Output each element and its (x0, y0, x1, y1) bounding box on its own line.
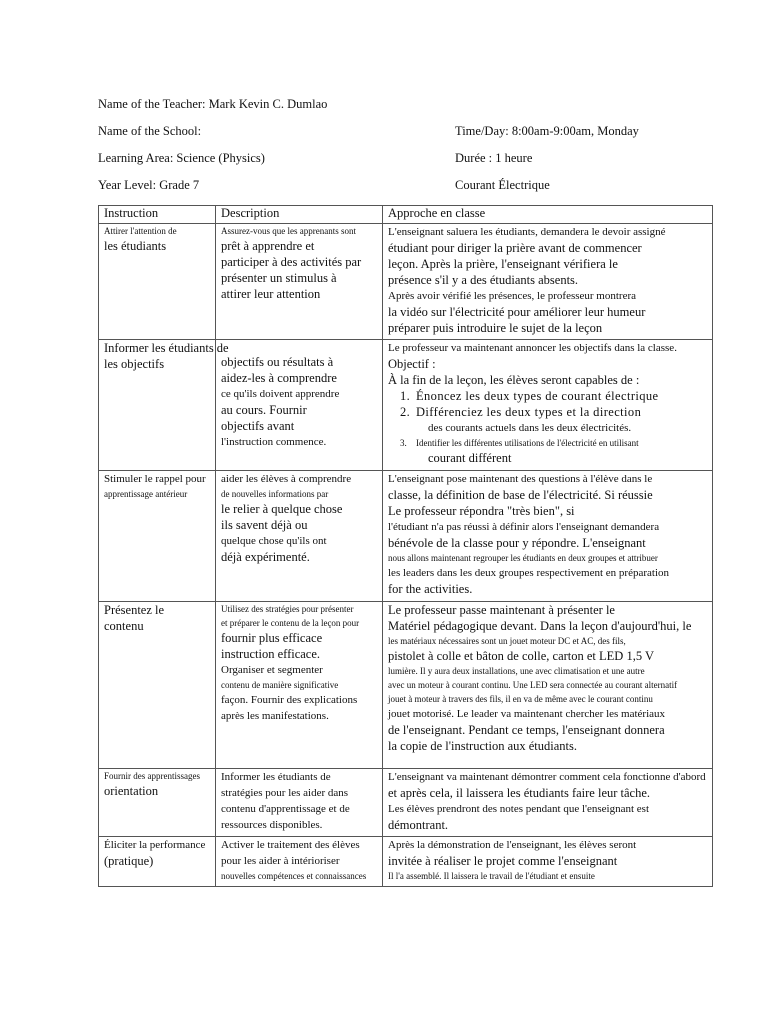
approche-line: la copie de l'instruction aux étudiants. (388, 739, 578, 753)
description-line: aidez-les à comprendre (221, 371, 337, 385)
description-line: après les manifestations. (221, 710, 329, 722)
description-line: stratégies pour les aider dans (221, 787, 349, 799)
description-line: ils savent déjà ou (221, 518, 308, 532)
objective-text: Énoncez les deux types de courant électrique (416, 389, 659, 403)
approche-line: jouet motorisé. Le leader va maintenant chercher les matériaux (388, 708, 666, 720)
objective-text: Différenciez les deux types et la direction (416, 405, 642, 419)
approche-line: Objectif : (388, 357, 436, 371)
description-line: au cours. Fournir (221, 403, 307, 417)
approche-line: présence s'il y a des étudiants absents. (388, 273, 579, 287)
approche-line: et après cela, il laissera les étudiants faire leur tâche. (388, 786, 651, 800)
approche-cell (383, 769, 713, 837)
approche-line: démontrant. (388, 818, 449, 832)
description-line: pour les aider à intérioriser (221, 855, 340, 867)
approche-line: Le professeur passe maintenant à présenter le (388, 603, 615, 617)
approche-line: invitée à réaliser le projet comme l'enseignant (388, 854, 618, 868)
approche-cell (383, 224, 713, 340)
table-row (99, 769, 713, 837)
description-line: Informer les étudiants de (221, 771, 331, 783)
table-row (99, 471, 713, 602)
description-cell (216, 602, 383, 769)
approche-line: courant différent (428, 451, 512, 465)
instruction-line: contenu (104, 619, 144, 633)
lesson-topic: Courant Électrique (455, 178, 550, 192)
description-line: contenu de manière significative (221, 680, 339, 690)
approche-line: la vidéo sur l'électricité pour améliorer leur humeur (388, 305, 646, 319)
instruction-line: Stimuler le rappel pour (104, 473, 206, 485)
instruction-line: Présentez le (104, 603, 165, 617)
description-cell (216, 837, 383, 887)
approche-line: bénévole de la classe pour y répondre. L'enseignant (388, 536, 646, 550)
approche-cell (383, 471, 713, 602)
table-row (99, 602, 713, 769)
objective-item: 1. Énoncez les deux types de courant électrique (400, 389, 659, 403)
description-line: quelque chose qu'ils ont (221, 535, 327, 547)
description-line: participer à des activités par (221, 255, 362, 269)
approche-line: for the activities. (388, 582, 473, 596)
approche-line: Le professeur va maintenant annoncer les objectifs dans la classe. (388, 342, 677, 354)
approche-line: les leaders dans les deux groupes respectivement en préparation (388, 567, 670, 579)
description-line: le relier à quelque chose (221, 502, 343, 516)
instruction-line: Attirer l'attention de (104, 226, 177, 236)
header-description: Description (216, 206, 383, 224)
approche-line: des courants actuels dans les deux électricités. (428, 422, 632, 434)
description-line: et préparer le contenu de la leçon pour (221, 618, 360, 628)
objective-item: 2. Différenciez les deux types et la direction (400, 405, 642, 419)
description-line: attirer leur attention (221, 287, 321, 301)
instruction-line: les étudiants (104, 239, 167, 253)
instruction-cell (99, 224, 216, 340)
table-row (99, 340, 713, 471)
school-name: Name of the School: (98, 124, 202, 138)
instruction-line: Fournir des apprentissages (104, 771, 200, 781)
approche-line: classe, la définition de base de l'électricité. Si réussie (388, 488, 653, 502)
description-cell (216, 471, 383, 602)
approche-line: leçon. Après la prière, l'enseignant vérifiera le (388, 257, 618, 271)
duration: Durée : 1 heure (455, 151, 533, 165)
year-level: Year Level: Grade 7 (98, 178, 200, 192)
description-line: instruction efficace. (221, 647, 321, 661)
instruction-line: apprentissage antérieur (104, 489, 188, 499)
description-line: Activer le traitement des élèves (221, 839, 360, 851)
approche-line: lumière. Il y aura deux installations, une avec climatisation et une autre (388, 666, 645, 676)
description-line: Utilisez des stratégies pour présenter (221, 604, 354, 614)
description-cell (216, 224, 383, 340)
approche-line: L'enseignant saluera les étudiants, demandera le devoir assigné (388, 226, 666, 238)
objective-item: 3. Identifier les différentes utilisations de l'électricité en utilisant (400, 438, 639, 448)
approche-line: les matériaux nécessaires sont un jouet moteur DC et AC, des fils, (388, 636, 626, 646)
description-line: Assurez-vous que les apprenants sont (221, 226, 356, 236)
instruction-line: (pratique) (104, 854, 154, 868)
header-approche: Approche en classe (383, 206, 713, 224)
approche-line: À la fin de la leçon, les élèves seront capables de : (388, 373, 640, 387)
approche-line: de l'enseignant. Pendant ce temps, l'enseignant donnera (388, 723, 665, 737)
approche-line: jouet à moteur à travers des fils, il en va de même avec le courant continu (388, 694, 653, 704)
description-line: déjà expérimenté. (221, 550, 310, 564)
description-line: de nouvelles informations par (221, 489, 329, 499)
description-line: objectifs ou résultats à (221, 355, 334, 369)
approche-line: préparer puis introduire le sujet de la leçon (388, 321, 603, 335)
description-line: objectifs avant (221, 419, 295, 433)
approche-cell (383, 340, 713, 471)
description-line: ressources disponibles. (221, 819, 323, 831)
approche-line: L'enseignant pose maintenant des questions à l'élève dans le (388, 473, 653, 485)
description-cell (216, 769, 383, 837)
lesson-plan-table (98, 205, 713, 887)
description-line: prêt à apprendre et (221, 239, 315, 253)
description-line: contenu d'apprentissage et de (221, 803, 350, 815)
time-day: Time/Day: 8:00am-9:00am, Monday (455, 124, 639, 138)
approche-cell (383, 837, 713, 887)
description-line: Organiser et segmenter (221, 664, 323, 676)
approche-line: étudiant pour diriger la prière avant de commencer (388, 241, 642, 255)
table-row (99, 224, 713, 340)
approche-line: Après avoir vérifié les présences, le professeur montrera (388, 290, 637, 302)
approche-line: Les élèves prendront des notes pendant que l'enseignant est (388, 803, 650, 815)
description-line: fournir plus efficace (221, 631, 323, 645)
approche-line: Il l'a assemblé. Il laissera le travail de l'étudiant et ensuite (388, 871, 595, 881)
instruction-line: les objectifs (104, 357, 165, 371)
approche-line: pistolet à colle et bâton de colle, carton et LED 1,5 V (388, 649, 655, 663)
approche-cell (383, 602, 713, 769)
description-line: façon. Fournir des explications (221, 694, 358, 706)
approche-line: L'enseignant va maintenant démontrer comment cela fonctionne d'abord (388, 771, 706, 783)
description-line: l'instruction commence. (221, 436, 327, 448)
approche-line: l'étudiant n'a pas réussi à définir alors l'enseignant demandera (388, 521, 660, 533)
instruction-cell (99, 602, 216, 769)
instruction-line: Éliciter la performance (104, 839, 206, 851)
approche-line: Après la démonstration de l'enseignant, les élèves seront (388, 839, 637, 851)
teacher-name: Name of the Teacher: Mark Kevin C. Dumlao (98, 97, 328, 111)
instruction-cell (99, 471, 216, 602)
approche-line: nous allons maintenant regrouper les étudiants en deux groupes et attribuer (388, 553, 658, 563)
instruction-line: Informer les étudiants de (104, 341, 229, 355)
approche-line: avec un moteur à courant continu. Une LED sera connectée au courant alternatif (388, 680, 678, 690)
objective-text: Identifier les différentes utilisations de l'électricité en utilisant (416, 438, 639, 448)
instruction-cell (99, 837, 216, 887)
table-row (99, 837, 713, 887)
instruction-cell (99, 769, 216, 837)
approche-line: Le professeur répondra "très bien", si (388, 504, 575, 518)
description-line: nouvelles compétences et connaissances (221, 871, 367, 881)
table-header-row (99, 206, 713, 224)
learning-area: Learning Area: Science (Physics) (98, 151, 265, 165)
description-line: présenter un stimulus à (221, 271, 337, 285)
instruction-cell (99, 340, 229, 471)
header-instruction: Instruction (99, 206, 216, 224)
instruction-line: orientation (104, 784, 159, 798)
description-line: aider les élèves à comprendre (221, 473, 352, 485)
description-line: ce qu'ils doivent apprendre (221, 388, 340, 400)
approche-line: Matériel pédagogique devant. Dans la leçon d'aujourd'hui, le (388, 619, 692, 633)
description-cell (216, 340, 383, 471)
